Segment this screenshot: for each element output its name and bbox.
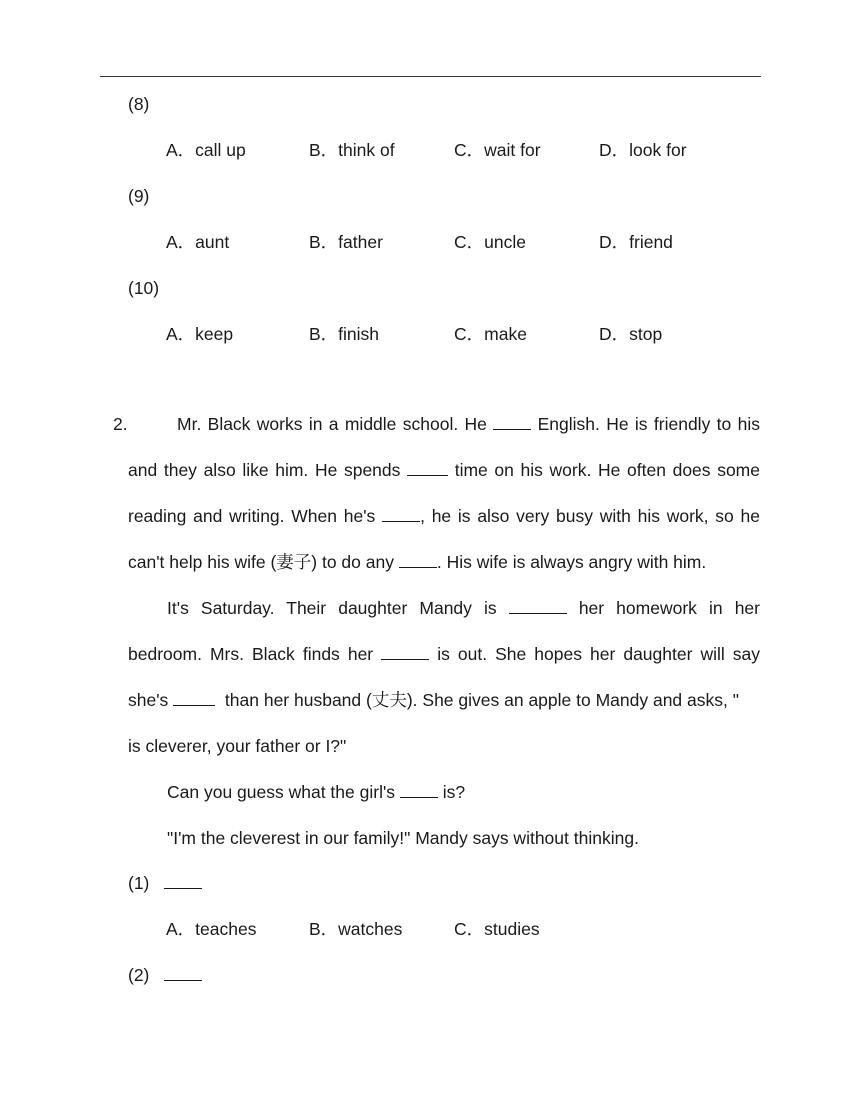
header-rule xyxy=(100,76,761,77)
option-b[interactable]: B．finish xyxy=(309,324,380,344)
answer-blank xyxy=(164,965,202,981)
answer-blank xyxy=(382,506,420,522)
option-d[interactable]: D．look for xyxy=(599,140,687,160)
passage-line: and they also like him. He spends time on his work. He often does some xyxy=(128,460,760,480)
answer-blank xyxy=(400,782,438,798)
question-number: (1) xyxy=(128,873,202,893)
option-c[interactable]: C．studies xyxy=(454,919,540,939)
option-c[interactable]: C．uncle xyxy=(454,232,526,252)
passage-line: is cleverer, your father or I?" xyxy=(128,736,347,756)
passage-line: reading and writing. When he's , he is also very busy with his work, so he xyxy=(128,506,760,526)
passage-line: It's Saturday. Their daughter Mandy is her homework in her xyxy=(167,598,760,618)
question-2-number: 2. xyxy=(113,414,128,434)
passage-line: bedroom. Mrs. Black finds her is out. She hopes her daughter will say xyxy=(128,644,761,664)
answer-blank xyxy=(164,873,202,889)
question-number: (8) xyxy=(128,94,150,114)
passage-line: can't help his wife (妻子) to do any . His wife is always angry with him. xyxy=(128,552,707,573)
option-a[interactable]: A．call up xyxy=(166,140,246,160)
answer-blank xyxy=(493,414,531,430)
answer-blank xyxy=(509,598,567,614)
answer-blank xyxy=(381,644,429,660)
option-c[interactable]: C．make xyxy=(454,324,527,344)
passage-line: "I'm the cleverest in our family!" Mandy says without thinking. xyxy=(167,828,639,848)
passage-line: Mr. Black works in a middle school. He English. He is friendly to his xyxy=(177,414,760,434)
option-a[interactable]: A．keep xyxy=(166,324,234,344)
option-d[interactable]: D．stop xyxy=(599,324,663,344)
question-number: (2) xyxy=(128,965,202,985)
passage-line: Can you guess what the girl's is? xyxy=(167,782,466,802)
option-a[interactable]: A．teaches xyxy=(166,919,257,939)
option-b[interactable]: B．watches xyxy=(309,919,403,939)
answer-blank xyxy=(407,460,448,476)
question-number: (10) xyxy=(128,278,160,298)
answer-blank xyxy=(173,690,215,706)
answer-blank xyxy=(399,552,437,568)
option-c[interactable]: C．wait for xyxy=(454,140,541,160)
question-number: (9) xyxy=(128,186,150,206)
option-b[interactable]: B．father xyxy=(309,232,383,252)
passage-line: she's than her husband (丈夫). She gives an apple to Mandy and asks, " xyxy=(128,690,739,711)
option-d[interactable]: D．friend xyxy=(599,232,673,252)
option-a[interactable]: A．aunt xyxy=(166,232,230,252)
option-b[interactable]: B．think of xyxy=(309,140,395,160)
